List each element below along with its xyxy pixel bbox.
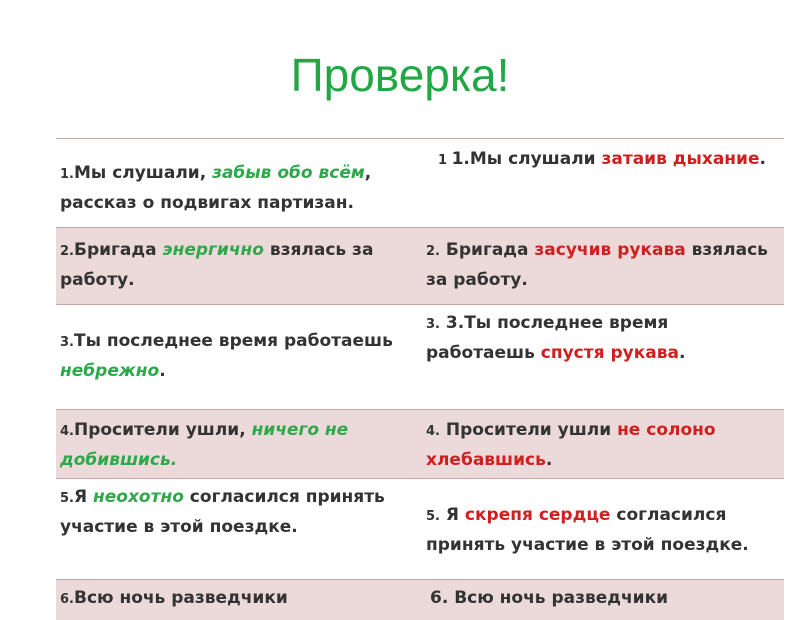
sentence-idiom: 1 1.Мы слушали затаив дыхание. <box>438 149 766 169</box>
sentence-original: 1.Мы слушали, забыв обо всём, рассказ о подвигах партизан. <box>60 163 372 213</box>
table-row <box>56 478 784 579</box>
sentence-idiom: 3. 3.Ты последнее время работаешь спустя рукава. <box>426 313 686 363</box>
sentence-original: 2.Бригада энергично взялась за работу. <box>60 240 374 290</box>
table-row <box>56 409 784 478</box>
sentence-idiom: 6. Всю ночь разведчики <box>430 588 669 608</box>
sentence-idiom: 2. Бригада засучив рукава взялась за работу. <box>426 240 768 290</box>
sentence-original: 4.Просители ушли, ничего не добившись. <box>60 420 349 470</box>
sentence-original: 6.Всю ночь разведчики <box>60 588 288 608</box>
page-title: Проверка! <box>290 49 510 101</box>
sentence-idiom: 4. Просители ушли не солоно хлебавшись. <box>426 420 716 470</box>
answer-table <box>56 138 784 620</box>
table-row <box>56 138 784 227</box>
sentence-original: 5.Я неохотно согласился принять участие в этой поездке. <box>60 487 385 537</box>
table-row <box>56 304 784 409</box>
sentence-idiom: 5. Я скрепя сердце согласился принять участие в этой поездке. <box>426 505 749 555</box>
sentence-original: 3.Ты последнее время работаешь небрежно. <box>60 331 393 381</box>
table-row <box>56 227 784 304</box>
